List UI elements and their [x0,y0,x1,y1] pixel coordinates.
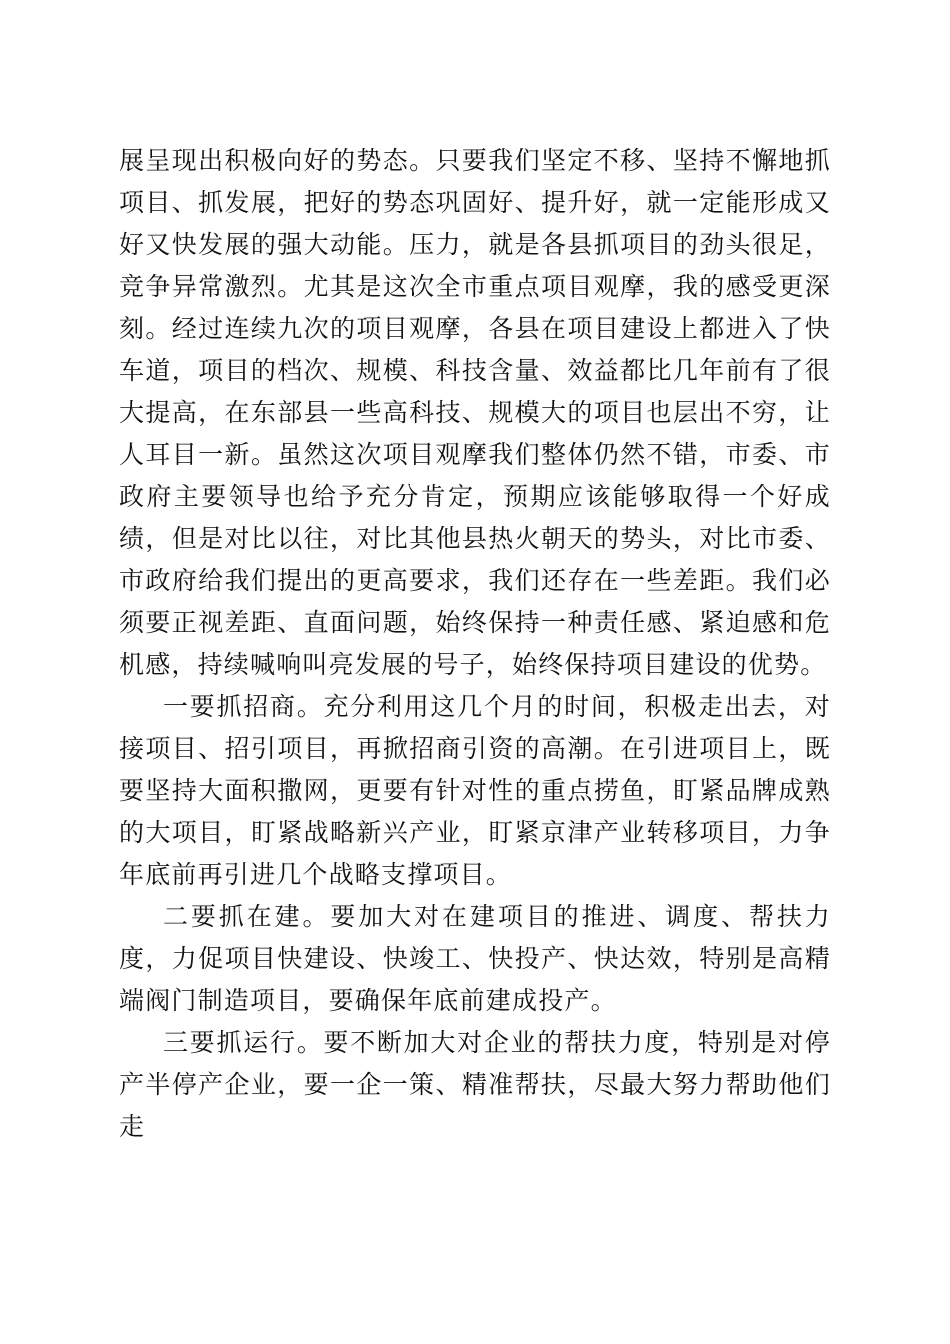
paragraph-intro: 展呈现出积极向好的势态。只要我们坚定不移、坚持不懈地抓项目、抓发展，把好的势态巩固好、提升好，就一定能形成又好又快发展的强大动能。压力，就是各县抓项目的劲头很足，竞争异常激烈。尤其是这次全市重点项目观摩，我的感受更深刻。经过连续九次的项目观摩，各县在项目建设上都进入了快车道，项目的档次、规模、科技含量、效益都比几年前有了很大提高，在东部县一些高科技、规模大的项目也层出不穷，让人耳目一新。虽然这次项目观摩我们整体仍然不错，市委、市政府主要领导也给予充分肯定，预期应该能够取得一个好成绩，但是对比以往，对比其他县热火朝天的势头，对比市委、市政府给我们提出的更高要求，我们还存在一些差距。我们必须要正视差距、直面问题，始终保持一种责任感、紧迫感和危机感，持续喊响叫亮发展的号子，始终保持项目建设的优势。 [119,146,831,679]
paragraph-attract-investment: 一要抓招商。充分利用这几个月的时间，积极走出去，对接项目、招引项目，再掀招商引资的高潮。在引进项目上，既要坚持大面积撒网，更要有针对性的重点捞鱼，盯紧品牌成熟的大项目，盯紧战略新兴产业，盯紧京津产业转移项目，力争年底前再引进几个战略支撑项目。 [119,692,831,889]
document-body [119,140,831,1148]
paragraph-projects-under-construction: 二要抓在建。要加大对在建项目的推进、调度、帮扶力度，力促项目快建设、快竣工、快投产、快达效，特别是高精端阀门制造项目，要确保年底前建成投产。 [119,902,831,1015]
paragraph-operations: 三要抓运行。要不断加大对企业的帮扶力度，特别是对停产半停产企业，要一企一策、精准帮扶，尽最大努力帮助他们走 [119,1028,831,1141]
